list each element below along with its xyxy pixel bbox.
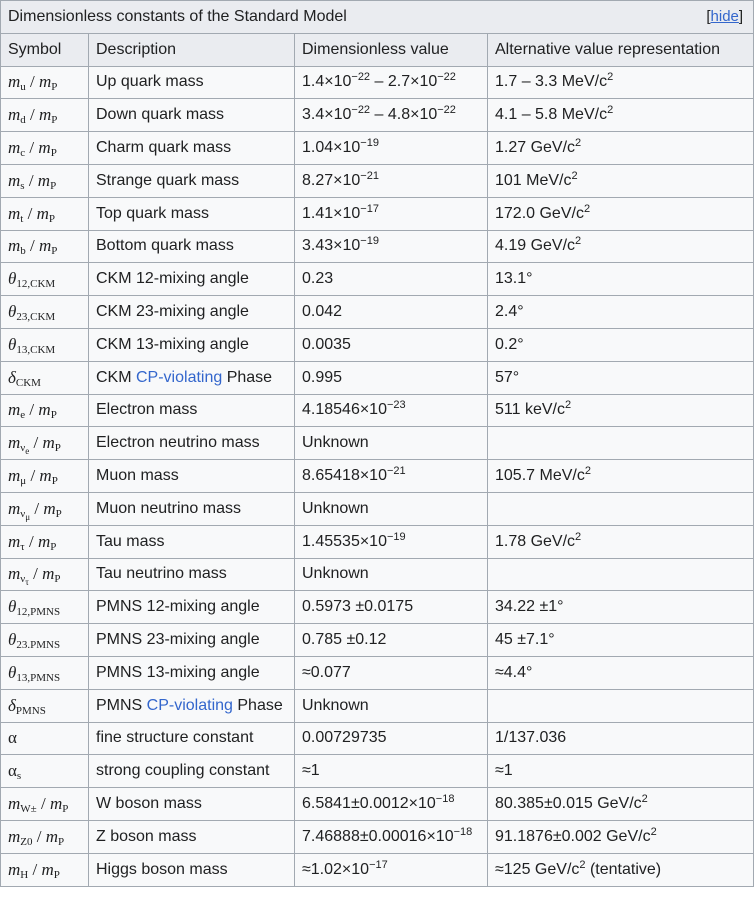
cell-alternative-value: 57° [488, 361, 754, 394]
table-row [1, 132, 754, 165]
cell-alternative-value: 0.2° [488, 328, 754, 361]
cell-dimensionless-value: Unknown [295, 689, 488, 722]
table-row [1, 66, 754, 99]
table-row [1, 788, 754, 821]
table-row [1, 460, 754, 493]
cell-dimensionless-value: Unknown [295, 558, 488, 591]
cell-alternative-value: 80.385±0.015 GeV/$c^2$ [488, 788, 754, 821]
cell-description: Tau mass [89, 525, 295, 558]
cell-description: Z boson mass [89, 820, 295, 853]
table-row [1, 558, 754, 591]
cell-symbol: $m_{\nu_\mu} / m_P$ [1, 492, 89, 525]
cell-alternative-value: ≈1 [488, 755, 754, 788]
table-title-text: Dimensionless constants of the Standard Model [8, 7, 347, 25]
cell-description: Charm quark mass [89, 132, 295, 165]
cell-alternative-value: 2.4° [488, 296, 754, 329]
cell-alternative-value: 511 keV/$c^2$ [488, 394, 754, 427]
cell-description: fine structure constant [89, 722, 295, 755]
table-row [1, 820, 754, 853]
cell-symbol: $m_u / m_P$ [1, 66, 89, 99]
cell-dimensionless-value: 0.785 ±0.12 [295, 624, 488, 657]
cell-description: Tau neutrino mass [89, 558, 295, 591]
cell-alternative-value: ≈4.4° [488, 656, 754, 689]
cell-alternative-value: ≈125 GeV/$c^2$ (tentative) [488, 853, 754, 886]
cell-alternative-value: 105.7 MeV/$c^2$ [488, 460, 754, 493]
cell-symbol: $\theta_{12,PMNS}$ [1, 591, 89, 624]
cell-description: Bottom quark mass [89, 230, 295, 263]
cell-dimensionless-value: 0.995 [295, 361, 488, 394]
table-row [1, 853, 754, 886]
cell-dimensionless-value: 0.00729735 [295, 722, 488, 755]
cell-alternative-value: 1.27 GeV/$c^2$ [488, 132, 754, 165]
cell-symbol: α [1, 722, 89, 755]
table-title [1, 1, 754, 34]
table-row [1, 296, 754, 329]
cell-dimensionless-value: $\approx 1.02\times 10^{-17}$ [295, 853, 488, 886]
table-row [1, 591, 754, 624]
cell-description: W boson mass [89, 788, 295, 821]
table-row [1, 361, 754, 394]
header-description: Description [89, 33, 295, 66]
cell-description: Top quark mass [89, 197, 295, 230]
cell-description: strong coupling constant [89, 755, 295, 788]
description-text: Phase [222, 368, 273, 386]
cell-dimensionless-value: 0.5973 ±0.0175 [295, 591, 488, 624]
table-row [1, 164, 754, 197]
hide-link[interactable]: hide [710, 8, 739, 25]
table-row [1, 427, 754, 460]
cell-dimensionless-value: $8.27\times 10^{-21}$ [295, 164, 488, 197]
cell-symbol: $\delta_{PMNS}$ [1, 689, 89, 722]
cell-description: Down quark mass [89, 99, 295, 132]
cell-alternative-value: 4.19 GeV/$c^2$ [488, 230, 754, 263]
cell-symbol: $m_{Z0} / m_P$ [1, 820, 89, 853]
cell-alternative-value: 172.0 GeV/$c^2$ [488, 197, 754, 230]
cell-description: PMNS 12-mixing angle [89, 591, 295, 624]
table-row [1, 328, 754, 361]
cell-description: Muon mass [89, 460, 295, 493]
cell-alternative-value: 101 MeV/$c^2$ [488, 164, 754, 197]
table-row [1, 197, 754, 230]
cell-dimensionless-value: Unknown [295, 427, 488, 460]
cell-symbol: $\theta_{23,CKM}$ [1, 296, 89, 329]
cell-alternative-value [488, 427, 754, 460]
table-row [1, 263, 754, 296]
cell-alternative-value: 91.1876±0.002 GeV/$c^2$ [488, 820, 754, 853]
cell-dimensionless-value: $1.41\times 10^{-17}$ [295, 197, 488, 230]
cell-alternative-value: 4.1 – 5.8 MeV/$c^2$ [488, 99, 754, 132]
cell-dimensionless-value: ≈1 [295, 755, 488, 788]
cell-alternative-value [488, 689, 754, 722]
cell-alternative-value: 1/137.036 [488, 722, 754, 755]
cell-dimensionless-value: 0.0035 [295, 328, 488, 361]
cell-symbol: $\delta_{CKM}$ [1, 361, 89, 394]
table-row [1, 394, 754, 427]
cell-symbol: $m_c / m_P$ [1, 132, 89, 165]
cell-description: Electron mass [89, 394, 295, 427]
cell-description [89, 361, 295, 394]
cell-symbol: $\theta_{13,CKM}$ [1, 328, 89, 361]
table-row [1, 656, 754, 689]
cell-alternative-value: 34.22 ±1° [488, 591, 754, 624]
cell-symbol: $m_{\nu_e} / m_P$ [1, 427, 89, 460]
cell-description: Muon neutrino mass [89, 492, 295, 525]
cell-dimensionless-value: $4.18546\times 10^{-23}$ [295, 394, 488, 427]
cell-dimensionless-value: $1.4\times 10^{-22} - 2.7\times 10^{-22}$ [295, 66, 488, 99]
table-row [1, 755, 754, 788]
cell-alternative-value: 13.1° [488, 263, 754, 296]
cell-dimensionless-value: Unknown [295, 492, 488, 525]
cell-dimensionless-value: $3.43\times 10^{-19}$ [295, 230, 488, 263]
cell-description: PMNS 23-mixing angle [89, 624, 295, 657]
cell-symbol: $m_\tau / m_P$ [1, 525, 89, 558]
cell-dimensionless-value: $8.65418\times 10^{-21}$ [295, 460, 488, 493]
cell-dimensionless-value: $6.5841\pm 0.0012\times 10^{-18}$ [295, 788, 488, 821]
table-row [1, 492, 754, 525]
cell-dimensionless-value: 0.042 [295, 296, 488, 329]
table-row [1, 99, 754, 132]
cell-dimensionless-value: ≈0.077 [295, 656, 488, 689]
cell-description: Electron neutrino mass [89, 427, 295, 460]
cell-symbol: $m_H / m_P$ [1, 853, 89, 886]
cell-description: CKM 13-mixing angle [89, 328, 295, 361]
cell-dimensionless-value: 0.23 [295, 263, 488, 296]
table-row [1, 624, 754, 657]
header-dimensionless-value: Dimensionless value [295, 33, 488, 66]
cell-symbol: $m_{W\pm} / m_P$ [1, 788, 89, 821]
cell-description: Up quark mass [89, 66, 295, 99]
table-row [1, 525, 754, 558]
cell-description: Strange quark mass [89, 164, 295, 197]
header-symbol: Symbol [1, 33, 89, 66]
table-row [1, 722, 754, 755]
cell-symbol: $m_d / m_P$ [1, 99, 89, 132]
header-alternative-value: Alternative value representation [488, 33, 754, 66]
cell-dimensionless-value: $1.45535\times 10^{-19}$ [295, 525, 488, 558]
cell-description [89, 689, 295, 722]
cell-symbol: $\alpha_s$ [1, 755, 89, 788]
cell-symbol: $\theta_{12,CKM}$ [1, 263, 89, 296]
cp-violating-link[interactable]: CP-violating [146, 696, 233, 714]
cell-dimensionless-value: $1.04\times 10^{-19}$ [295, 132, 488, 165]
cell-description: Higgs boson mass [89, 853, 295, 886]
table-row [1, 689, 754, 722]
cell-symbol: $m_s / m_P$ [1, 164, 89, 197]
cell-dimensionless-value: $7.46888\pm 0.00016\times 10^{-18}$ [295, 820, 488, 853]
cell-description: CKM 12-mixing angle [89, 263, 295, 296]
cell-symbol: $\theta_{13,PMNS}$ [1, 656, 89, 689]
cell-symbol: $m_e / m_P$ [1, 394, 89, 427]
cell-alternative-value: 1.7 – 3.3 MeV/$c^2$ [488, 66, 754, 99]
cell-symbol: $\theta_{23.PMNS}$ [1, 624, 89, 657]
cell-symbol: $m_t / m_P$ [1, 197, 89, 230]
cell-dimensionless-value: $3.4\times 10^{-22} - 4.8\times 10^{-22}$ [295, 99, 488, 132]
hide-toggle: [hide] [706, 8, 744, 25]
cell-alternative-value: 1.78 GeV/$c^2$ [488, 525, 754, 558]
cell-description: CKM 23-mixing angle [89, 296, 295, 329]
cell-alternative-value [488, 558, 754, 591]
table-row [1, 230, 754, 263]
cell-alternative-value: 45 ±7.1° [488, 624, 754, 657]
cell-description: PMNS 13-mixing angle [89, 656, 295, 689]
cell-symbol: $m_{\nu_\tau} / m_P$ [1, 558, 89, 591]
description-text: CKM [96, 368, 136, 386]
cell-symbol: $m_\mu / m_P$ [1, 460, 89, 493]
cell-alternative-value [488, 492, 754, 525]
cell-symbol: $m_b / m_P$ [1, 230, 89, 263]
cp-violating-link[interactable]: CP-violating [136, 368, 223, 386]
description-text: PMNS [96, 696, 147, 714]
description-text: Phase [232, 696, 283, 714]
